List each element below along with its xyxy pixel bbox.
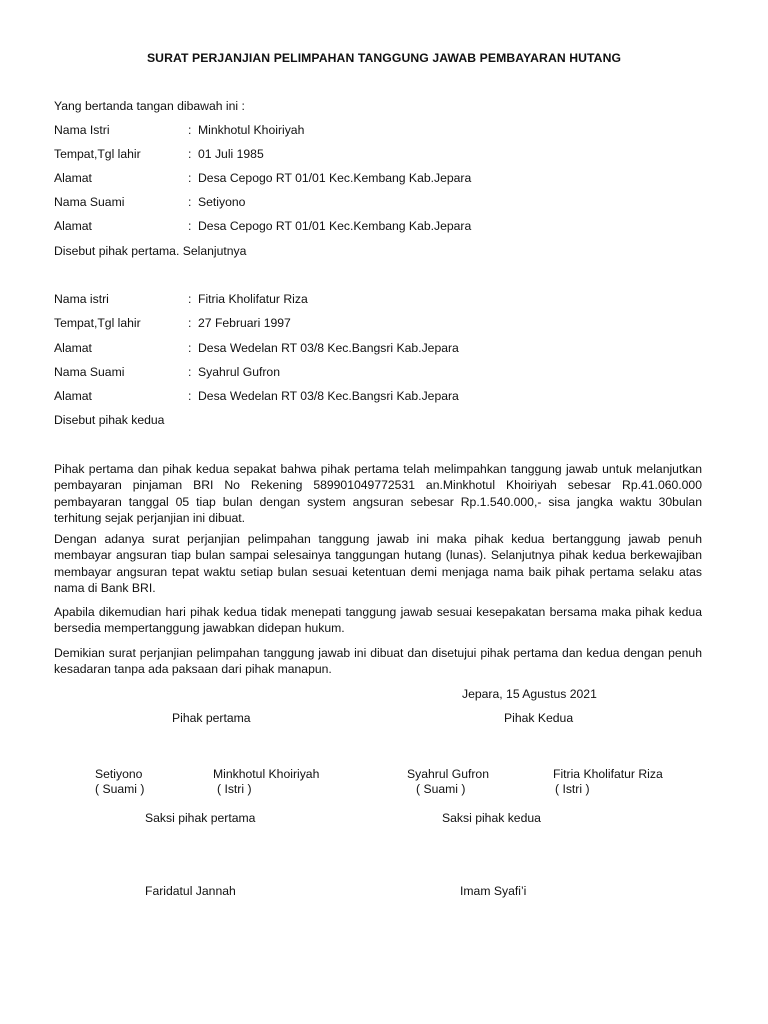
- place-date: Jepara, 15 Agustus 2021: [462, 687, 597, 701]
- field-colon: :: [188, 219, 192, 233]
- party2-field-husband-name: [54, 364, 714, 380]
- witness2-heading: Saksi pihak kedua: [442, 811, 541, 825]
- field-label: Nama istri: [54, 292, 109, 306]
- signer-role: ( Suami ): [416, 782, 466, 796]
- field-label: Tempat,Tgl lahir: [54, 147, 141, 161]
- field-label: Nama Istri: [54, 123, 110, 137]
- field-colon: :: [188, 365, 192, 379]
- signer-name: Minkhotul Khoiriyah: [213, 767, 320, 781]
- field-label: Alamat: [54, 219, 92, 233]
- party1-field-birth: [54, 146, 714, 162]
- field-label: Nama Suami: [54, 365, 125, 379]
- party2-signature-heading: Pihak Kedua: [504, 711, 574, 725]
- agreement-paragraph-3: Apabila dikemudian hari pihak kedua tidak menepati tanggung jawab sesuai kesepakatan bersama maka pihak kedua bersedia mempertanggung jawabkan didepan hukum.: [54, 605, 702, 636]
- field-value: Minkhotul Khoiriyah: [198, 123, 305, 137]
- signer-name: Syahrul Gufron: [407, 767, 489, 781]
- party1-field-husband-address: [54, 218, 714, 234]
- party2-designation: Disebut pihak kedua: [54, 413, 165, 427]
- witness1-name: Faridatul Jannah: [145, 884, 236, 898]
- field-label: Alamat: [54, 389, 92, 403]
- field-value: 01 Juli 1985: [198, 147, 264, 161]
- field-colon: :: [188, 171, 192, 185]
- field-label: Nama Suami: [54, 195, 125, 209]
- witness2-name: Imam Syafi’i: [460, 884, 527, 898]
- party1-field-address: [54, 170, 714, 186]
- field-colon: :: [188, 316, 192, 330]
- document-title: SURAT PERJANJIAN PELIMPAHAN TANGGUNG JAWAB PEMBAYARAN HUTANG: [146, 51, 622, 65]
- field-label: Alamat: [54, 341, 92, 355]
- party1-signature-heading: Pihak pertama: [172, 711, 251, 725]
- field-colon: :: [188, 341, 192, 355]
- field-colon: :: [188, 292, 192, 306]
- witness1-heading: Saksi pihak pertama: [145, 811, 256, 825]
- field-label: Tempat,Tgl lahir: [54, 316, 141, 330]
- field-value: Desa Cepogo RT 01/01 Kec.Kembang Kab.Jepara: [198, 171, 472, 185]
- signer-role: ( Suami ): [95, 782, 145, 796]
- agreement-paragraph-1: Pihak pertama dan pihak kedua sepakat bahwa pihak pertama telah melimpahkan tanggung jawab untuk melanjutkan pembayaran pinjaman BRI No Rekening 589901049772531 an.Minkhotul Khoiriyah sebesar Rp.41.060.000 pembayaran tanggal 05 tiap bulan dengan system angsuran sebesar Rp.1.540.000,- sisa jangka waktu 30bulan terhitung sejak perjanjian ini dibuat.: [54, 462, 702, 526]
- field-colon: :: [188, 147, 192, 161]
- party2-field-address: [54, 340, 714, 356]
- field-value: Syahrul Gufron: [198, 365, 280, 379]
- signer-role: ( Istri ): [555, 782, 590, 796]
- intro-text: Yang bertanda tangan dibawah ini :: [54, 99, 245, 113]
- party1-designation: Disebut pihak pertama. Selanjutnya: [54, 244, 247, 258]
- field-colon: :: [188, 389, 192, 403]
- field-value: Desa Wedelan RT 03/8 Kec.Bangsri Kab.Jepara: [198, 341, 459, 355]
- field-value: Setiyono: [198, 195, 246, 209]
- field-value: 27 Februari 1997: [198, 316, 291, 330]
- agreement-paragraph-4: Demikian surat perjanjian pelimpahan tanggung jawab ini dibuat dan disetujui pihak pertama dan kedua dengan penuh kesadaran tanpa ada paksaan dari pihak manapun.: [54, 646, 702, 677]
- party2-field-husband-address: [54, 388, 714, 404]
- field-colon: :: [188, 123, 192, 137]
- party2-field-wife-name: [54, 291, 714, 307]
- signer-name: Fitria Kholifatur Riza: [553, 767, 663, 781]
- party1-field-wife-name: [54, 122, 714, 138]
- agreement-paragraph-2: Dengan adanya surat perjanjian pelimpahan tanggung jawab ini maka pihak kedua bertanggung jawab penuh membayar angsuran tiap bulan sampai selesainya tanggungan hutang (lunas). Selanjutnya pihak kedua berkewajiban membayar angsuran tepat waktu setiap bulan sesuai ketentuan demi menjaga nama baik pihak pertama selaku atas nama di Bank BRI.: [54, 532, 702, 596]
- field-value: Fitria Kholifatur Riza: [198, 292, 308, 306]
- field-value: Desa Wedelan RT 03/8 Kec.Bangsri Kab.Jepara: [198, 389, 459, 403]
- field-value: Desa Cepogo RT 01/01 Kec.Kembang Kab.Jepara: [198, 219, 472, 233]
- signer-name: Setiyono: [95, 767, 143, 781]
- party1-field-husband-name: [54, 194, 714, 210]
- field-colon: :: [188, 195, 192, 209]
- field-label: Alamat: [54, 171, 92, 185]
- signer-role: ( Istri ): [217, 782, 252, 796]
- party2-field-birth: [54, 315, 714, 331]
